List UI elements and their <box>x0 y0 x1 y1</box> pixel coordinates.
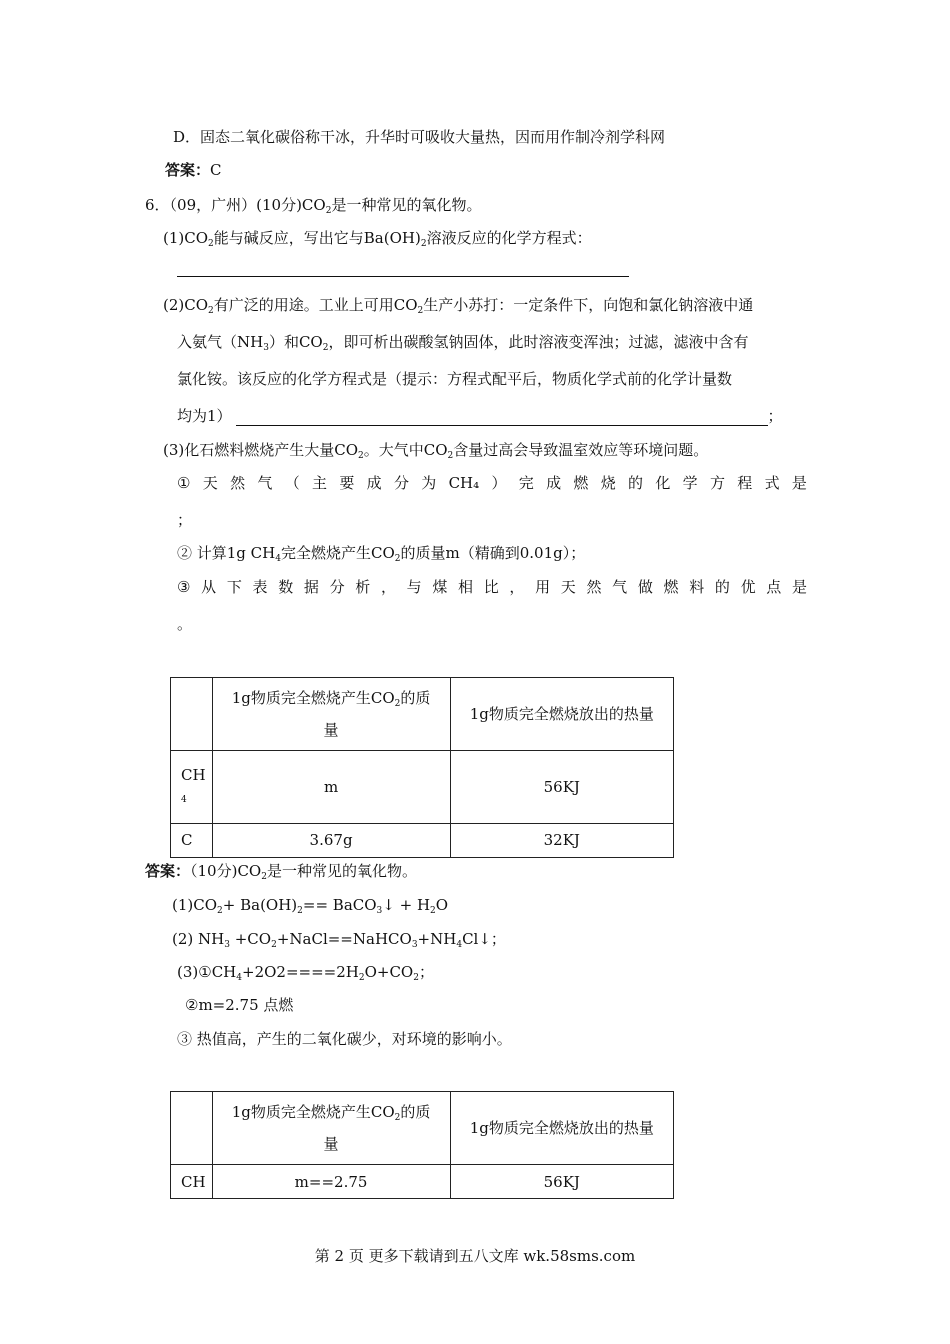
spread-char: 为 <box>421 474 437 492</box>
spread-char: 气 <box>257 474 273 492</box>
spread-char: 的 <box>628 474 644 492</box>
text: 均为1） <box>177 407 232 425</box>
option-d: D．固态二氧化碳俗称干冰，升华时可吸收大量热，因而用作制冷剂学科网 <box>173 128 666 146</box>
spread-char: 要 <box>339 474 355 492</box>
text: 是一种常见的氧化物。 <box>266 862 417 880</box>
row-label-ch: CH <box>171 1165 213 1199</box>
spread-char: 气 <box>612 578 628 596</box>
q6-number: 6． <box>145 196 170 214</box>
spread-char: 主 <box>312 474 328 492</box>
spread-char: 是 <box>791 474 807 492</box>
text: ② 计算1g CH <box>177 544 276 562</box>
answer-label: 答案： <box>145 862 191 880</box>
spread-char: 做 <box>637 578 653 596</box>
spread-char: 燃 <box>573 474 589 492</box>
spread-char: 从 <box>201 578 217 596</box>
spread-char: 然 <box>586 578 602 596</box>
spread-char: 天 <box>560 578 576 596</box>
spread-char: 优 <box>740 578 756 596</box>
spread-char: 方 <box>709 474 725 492</box>
text: ，即可析出碳酸氢钠固体，此时溶液变浑浊；过滤，滤液中含有 <box>328 333 749 351</box>
answer-3-2: ②m=2.75 点燃 <box>185 996 294 1014</box>
text: 完全燃烧产生CO <box>280 544 395 562</box>
table-header-mass: 1g物质完全燃烧产生$CO_2$的质 量 <box>212 678 450 751</box>
page-footer: 第 2 页 更多下载请到五八文库 wk.58sms.com <box>314 1247 636 1265</box>
answer-head <box>145 861 417 881</box>
spread-char: 程 <box>737 474 753 492</box>
cell-heat: 56KJ <box>450 751 673 823</box>
spread-char: 的 <box>714 578 730 596</box>
answer-blank-line[interactable] <box>236 407 768 426</box>
q6-part2-line4 <box>177 406 783 426</box>
subscript: 2 <box>394 554 401 564</box>
spread-char: ， <box>509 578 525 596</box>
answer-label: 答案： <box>165 161 211 179</box>
spread-char: 燃 <box>663 578 679 596</box>
answer-3-3: ③ 热值高，产生的二氧化碳少，对环境的影响小。 <box>177 1030 512 1048</box>
q6-part2-line2 <box>177 332 748 352</box>
q6-part3-2 <box>177 543 585 563</box>
q6-part2-line3: 氯化铵。该反应的化学方程式是（提示：方程式配平后，物质化学式前的化学计量数 <box>177 370 733 388</box>
subscript: 2 <box>358 451 364 461</box>
spread-char: 用 <box>535 578 551 596</box>
text: 溶液反应的化学方程式： <box>426 229 592 247</box>
spread-char: 然 <box>230 474 246 492</box>
answer-1: $(1)CO_2+ Ba(OH)_2==$ BaCO$_3$↓ + $H_2O$ <box>172 896 449 916</box>
q5-answer <box>165 160 222 180</box>
subscript: 2 <box>447 451 454 461</box>
answer-blank-line[interactable] <box>177 276 629 277</box>
table-row <box>171 1165 674 1199</box>
text: 。大气中CO <box>363 441 448 459</box>
text: 的质量m（精确到0.01g）； <box>400 544 586 562</box>
spread-char: ） <box>491 474 507 492</box>
q6-stem-text: 是一种常见的氧化物。 <box>331 196 482 214</box>
answer-value: C <box>210 161 222 179</box>
spread-char: 表 <box>252 578 268 596</box>
spread-char: 是 <box>791 578 807 596</box>
spread-char: 数 <box>278 578 294 596</box>
spread-char: 相 <box>458 578 474 596</box>
spread-char: 据 <box>303 578 319 596</box>
answer-3-1: $(3)①CH_4+2O2====2H_2O+CO_2$； <box>177 963 434 983</box>
subscript: 2 <box>208 306 214 316</box>
subscript: 2 <box>325 206 332 216</box>
q6-stem <box>145 195 481 215</box>
cell-mass: 3.67g <box>212 823 450 857</box>
subscript: 3 <box>263 343 269 353</box>
spread-char: 煤 <box>432 578 448 596</box>
table-cell <box>171 1092 213 1165</box>
q6-part1 <box>163 228 592 248</box>
row-label-ch4: CH 4 <box>171 751 213 823</box>
table-header-mass: 1g物质完全燃烧产生$CO_2$的质 量 <box>212 1092 450 1165</box>
row-label-c: C <box>171 823 213 857</box>
spread-char: 料 <box>689 578 705 596</box>
spread-char: 分 <box>329 578 345 596</box>
spread-char: 分 <box>393 474 409 492</box>
text: ； <box>767 407 783 425</box>
spread-char: 成 <box>546 474 562 492</box>
spread-char: 完 <box>518 474 534 492</box>
table-row <box>171 678 674 751</box>
spread-char: （ <box>284 474 300 492</box>
spread-char: 与 <box>406 578 422 596</box>
text: 入氨气（NH <box>177 333 264 351</box>
table-row <box>171 1092 674 1165</box>
spread-char: 点 <box>766 578 782 596</box>
table-header-heat: 1g物质完全燃烧放出的热量 <box>450 678 673 751</box>
text: （10分)CO <box>190 862 262 880</box>
cell-heat: 32KJ <box>450 823 673 857</box>
table-header-heat: 1g物质完全燃烧放出的热量 <box>450 1092 673 1165</box>
text: 能与碱反应，写出它与Ba(OH) <box>213 229 421 247</box>
data-table-2 <box>170 1091 674 1199</box>
text: 生产小苏打：一定条件下，向饱和氯化钠溶液中通 <box>423 296 754 314</box>
q6-part3 <box>163 440 708 460</box>
text: (3)化石燃料燃烧产生大量CO <box>163 441 359 459</box>
subscript: 4 <box>275 554 281 564</box>
spread-char: 学 <box>682 474 698 492</box>
table-row <box>171 751 674 823</box>
text: 有广泛的用途。工业上可用CO <box>213 296 418 314</box>
text: (1)CO <box>163 229 209 247</box>
subscript: 2 <box>208 239 214 249</box>
text: 含量过高会导致温室效应等环境问题。 <box>453 441 709 459</box>
spread-char: ① <box>177 474 191 492</box>
q6-part3-1 <box>177 473 807 493</box>
spread-char: ， <box>380 578 396 596</box>
spread-char: 烧 <box>600 474 616 492</box>
text: ）和CO <box>268 333 323 351</box>
table-row <box>171 823 674 857</box>
text: (2)CO <box>163 296 209 314</box>
answer-2: (2) $NH_3$ $+CO_2+NaCl==NaHCO_3+NH_4Cl↓$； <box>172 930 506 950</box>
data-table-1 <box>170 677 674 858</box>
spread-char: CH₄ <box>448 474 480 492</box>
subscript: 2 <box>261 872 267 882</box>
q6-part3-3 <box>177 577 807 597</box>
q6-part2-line1 <box>163 295 753 315</box>
spread-char: 天 <box>202 474 218 492</box>
table-cell <box>171 678 213 751</box>
q6-part3-1-end: ； <box>177 511 193 529</box>
q6-part3-3-end: 。 <box>177 615 193 633</box>
cell-mass: m <box>212 751 450 823</box>
spread-char: 下 <box>226 578 242 596</box>
spread-char: 式 <box>764 474 780 492</box>
spread-char: ③ <box>177 578 191 596</box>
cell-heat: 56KJ <box>450 1165 673 1199</box>
subscript: 2 <box>420 239 427 249</box>
subscript: 2 <box>322 343 329 353</box>
q6-stem-text: （09，广州）(10分)CO <box>169 196 326 214</box>
spread-char: 析 <box>355 578 371 596</box>
subscript: 2 <box>417 306 424 316</box>
spread-char: 成 <box>366 474 382 492</box>
spread-char: 化 <box>655 474 671 492</box>
cell-mass: m==2.75 <box>212 1165 450 1199</box>
spread-char: 比 <box>483 578 499 596</box>
